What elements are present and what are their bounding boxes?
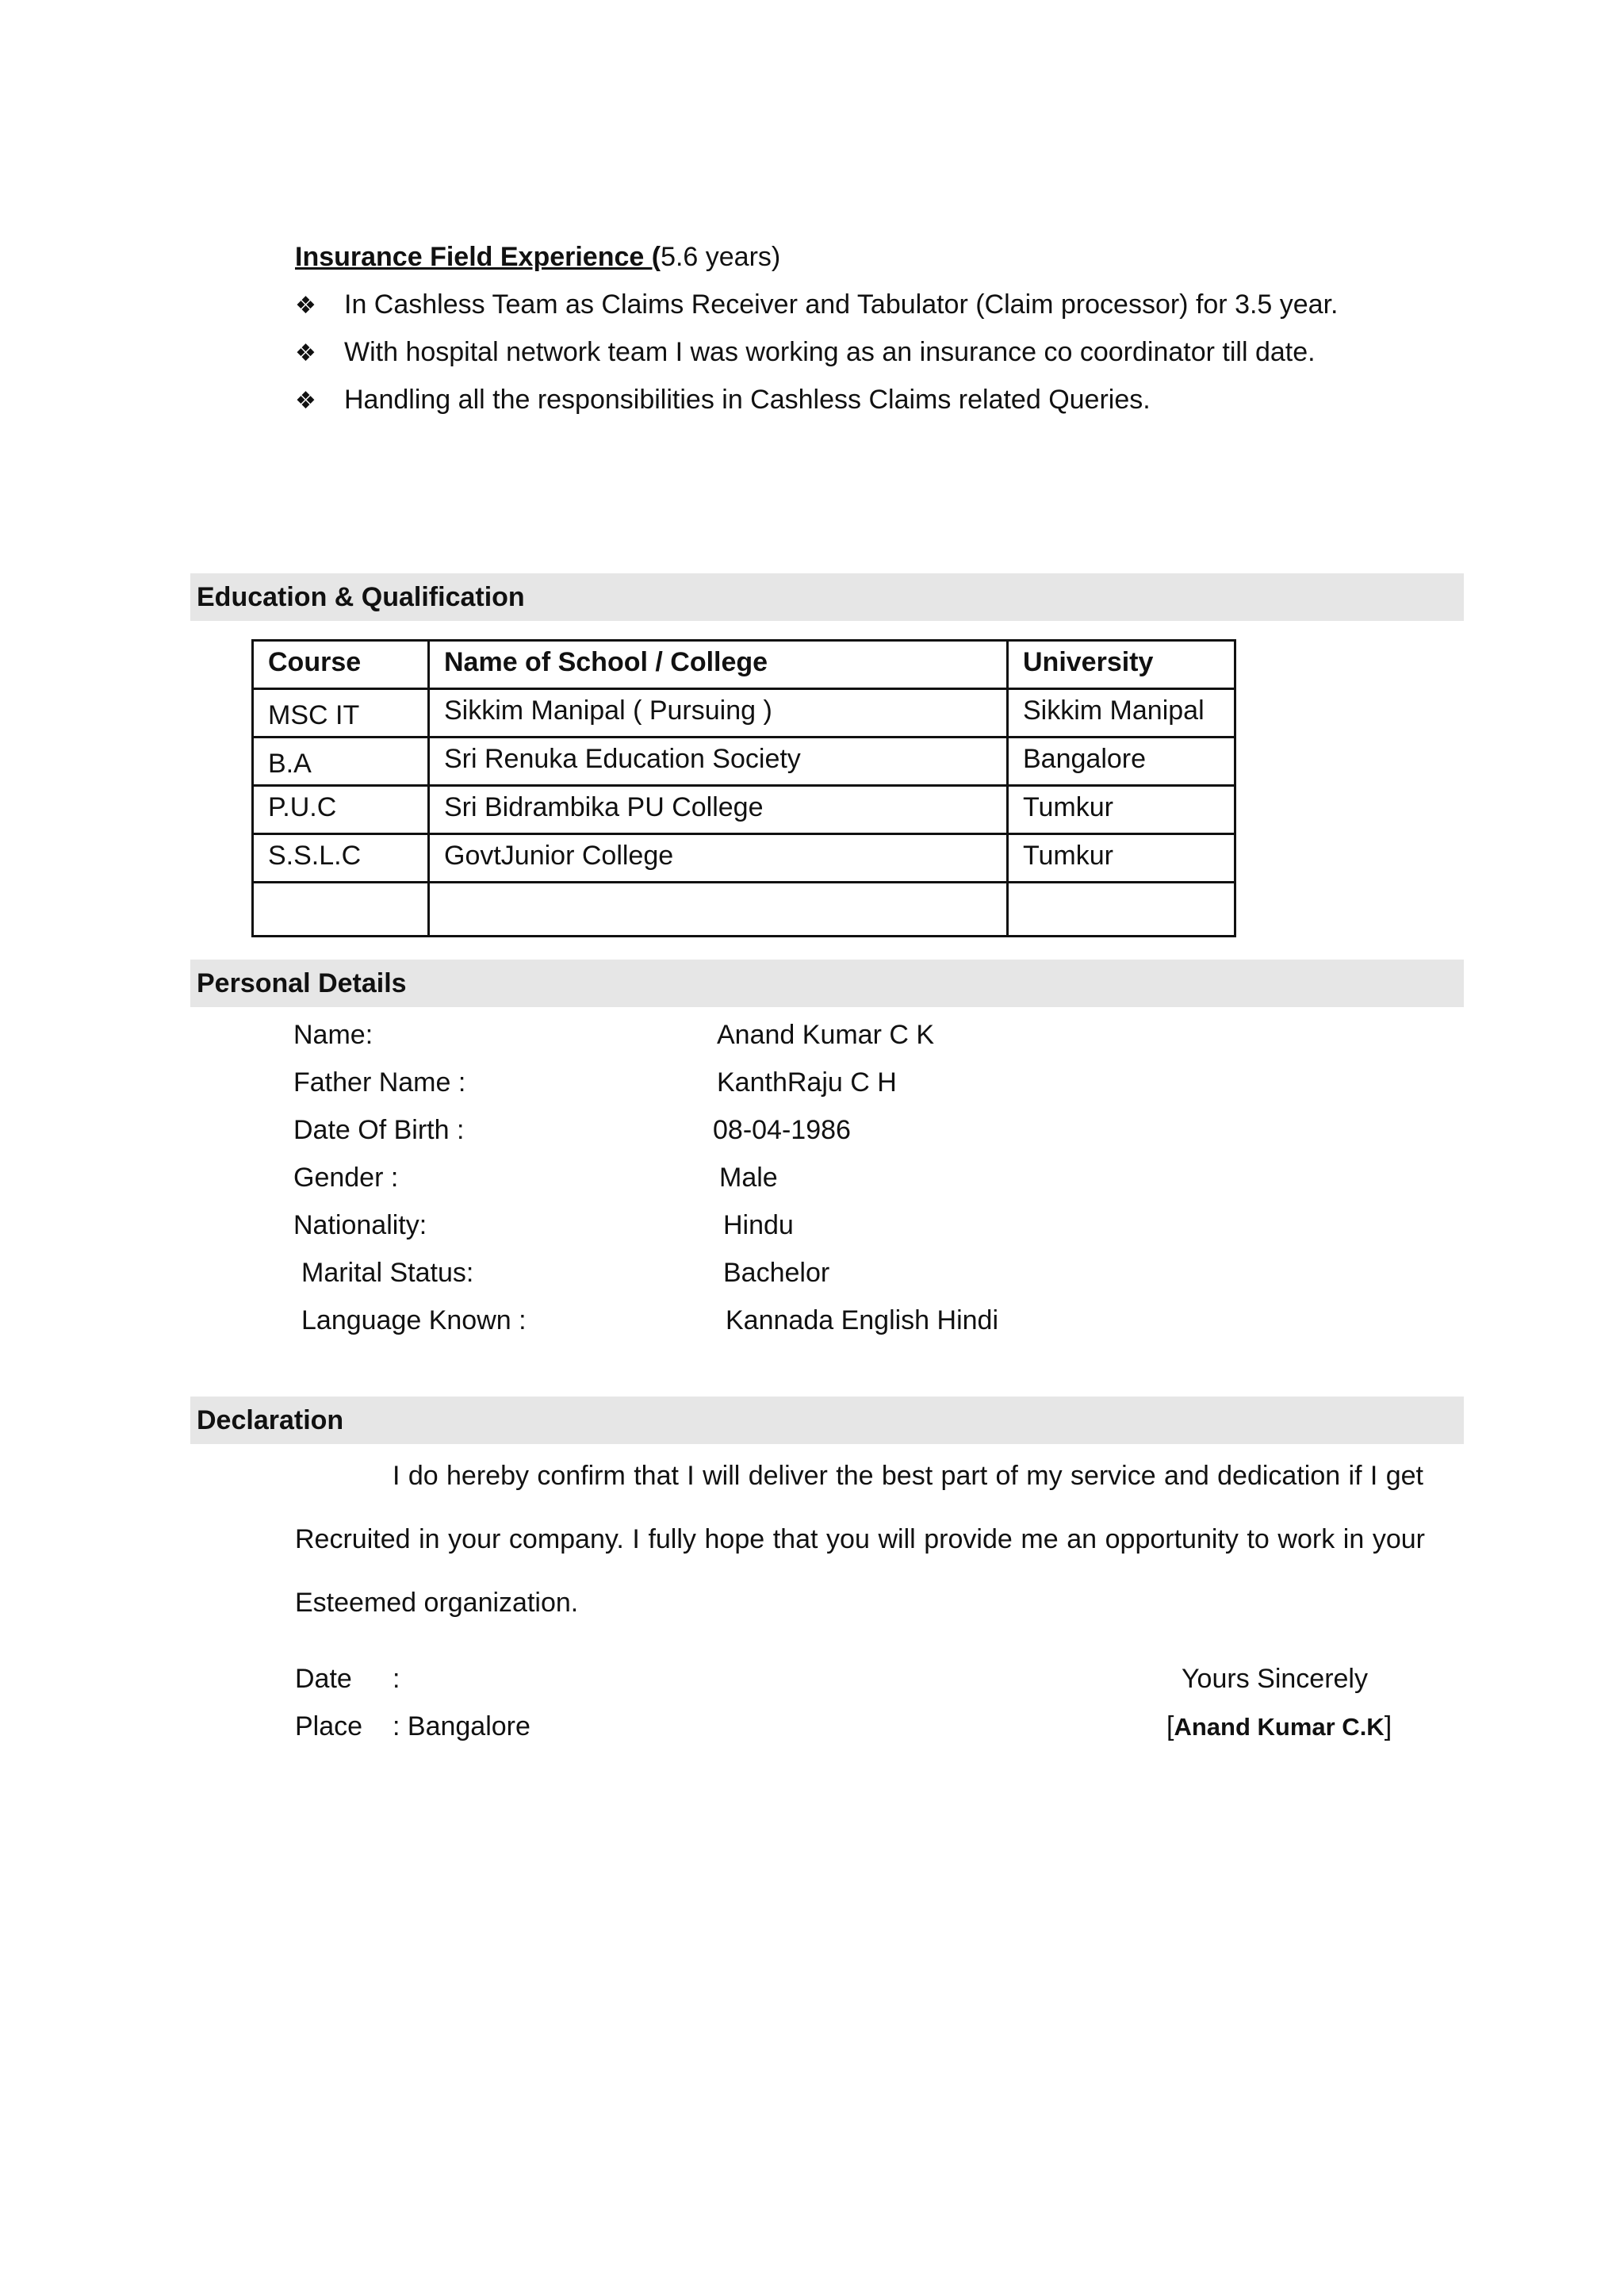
declaration-section-title: Declaration (197, 1405, 344, 1435)
field-value-gender: Male (719, 1163, 778, 1193)
diamond-bullet-icon: ❖ (295, 293, 316, 319)
declaration-section-bar (190, 1397, 1464, 1444)
field-label-father-name: Father Name : (293, 1067, 466, 1098)
education-table (251, 639, 1236, 937)
closing-salutation: Yours Sincerely (1182, 1664, 1368, 1694)
experience-bullet-text: With hospital network team I was working as an insurance co coordinator till date. (344, 337, 1316, 367)
signature-name (1166, 1711, 1392, 1743)
cell-school: Sri Bidrambika PU College (429, 786, 1008, 834)
field-label-name: Name: (293, 1020, 373, 1050)
field-value-name: Anand Kumar C K (717, 1020, 935, 1050)
signature-bracket-close: ] (1384, 1711, 1392, 1741)
experience-bullet (295, 336, 1316, 370)
table-row (253, 689, 1235, 738)
field-value-father-name: KanthRaju C H (717, 1067, 897, 1098)
cell-school: Sikkim Manipal ( Pursuing ) (429, 689, 1008, 738)
cell-school: GovtJunior College (429, 834, 1008, 883)
cell-university: Sikkim Manipal (1008, 689, 1235, 738)
table-row (253, 834, 1235, 883)
declaration-line-1: I do hereby confirm that I will deliver the best part of my service and dedication if I get (393, 1461, 1423, 1491)
date-label: Date (295, 1664, 352, 1694)
experience-bullet-text: In Cashless Team as Claims Receiver and Tabulator (Claim processor) for 3.5 year. (344, 289, 1339, 320)
field-label-gender: Gender : (293, 1163, 399, 1193)
cell-course: P.U.C (253, 786, 429, 834)
field-label-languages: Language Known : (301, 1305, 527, 1335)
experience-heading (295, 241, 780, 273)
cell-course (253, 883, 429, 937)
signature-bracket-open: [ (1166, 1711, 1174, 1741)
cell-course: B.A (253, 738, 429, 786)
experience-heading-title: Insurance Field Experience ( (295, 242, 661, 272)
declaration-line-2: Recruited in your company. I fully hope that you will provide me an opportunity to work in your (295, 1524, 1425, 1554)
declaration-line-3: Esteemed organization. (295, 1588, 579, 1618)
cell-school (429, 883, 1008, 937)
place-label: Place (295, 1711, 363, 1741)
experience-bullet (295, 289, 1338, 322)
header-course: Course (253, 641, 429, 689)
cell-university: Tumkur (1008, 786, 1235, 834)
cell-university: Tumkur (1008, 834, 1235, 883)
experience-bullet (295, 384, 1151, 417)
education-section-bar (190, 573, 1464, 621)
place-value: : Bangalore (393, 1711, 530, 1741)
table-row (253, 883, 1235, 937)
header-school: Name of School / College (429, 641, 1008, 689)
cell-school: Sri Renuka Education Society (429, 738, 1008, 786)
personal-section-title: Personal Details (197, 968, 407, 998)
table-row (253, 786, 1235, 834)
field-label-nationality: Nationality: (293, 1210, 427, 1240)
header-university: University (1008, 641, 1235, 689)
field-label-marital-status: Marital Status: (301, 1258, 474, 1288)
cell-university: Bangalore (1008, 738, 1235, 786)
field-value-marital-status: Bachelor (723, 1258, 830, 1288)
experience-heading-duration: 5.6 years) (661, 242, 781, 272)
diamond-bullet-icon: ❖ (295, 340, 316, 366)
cell-course: S.S.L.C (253, 834, 429, 883)
field-value-dob: 08-04-1986 (713, 1115, 851, 1145)
signature-name-text: Anand Kumar C.K (1174, 1713, 1385, 1741)
table-row (253, 738, 1235, 786)
table-header-row (253, 641, 1235, 689)
personal-section-bar (190, 960, 1464, 1007)
cell-course: MSC IT (253, 689, 429, 738)
date-value: : (393, 1664, 400, 1694)
diamond-bullet-icon: ❖ (295, 388, 316, 414)
experience-bullet-text: Handling all the responsibilities in Cashless Claims related Queries. (344, 385, 1151, 415)
field-value-nationality: Hindu (723, 1210, 794, 1240)
cell-university (1008, 883, 1235, 937)
field-value-languages: Kannada English Hindi (726, 1305, 999, 1335)
education-section-title: Education & Qualification (197, 582, 525, 612)
field-label-dob: Date Of Birth : (293, 1115, 465, 1145)
